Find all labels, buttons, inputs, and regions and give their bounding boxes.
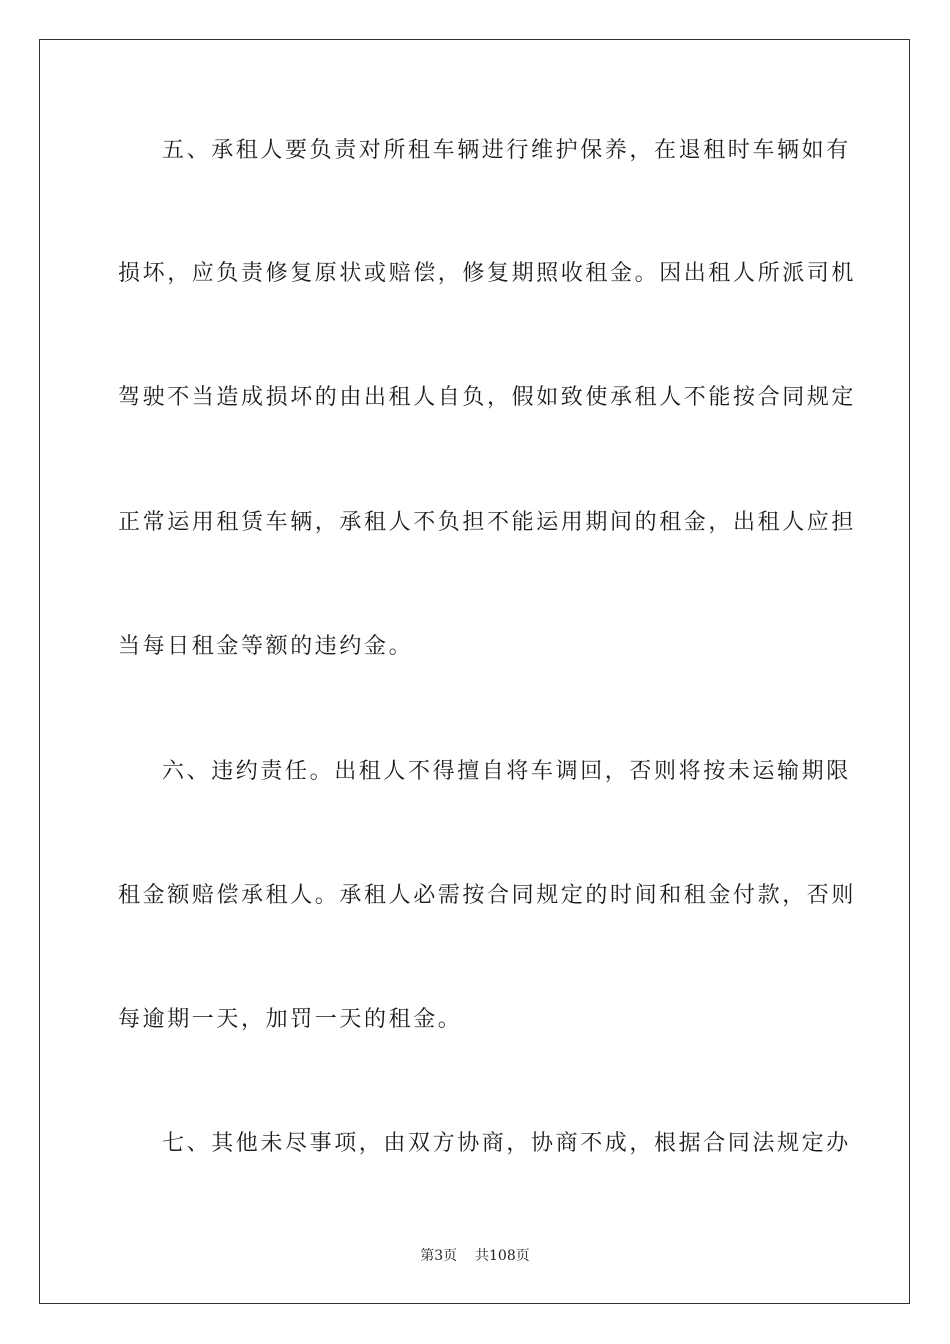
paragraph-6-line-2: 租金额赔偿承租人。承租人必需按合同规定的时间和租金付款，否则 [118,883,857,908]
paragraph-5-line-1: 五、承租人要负责对所租车辆进行维护保养，在退租时车辆如有 [162,138,851,163]
page-border [39,39,910,1304]
total-pages: 共108页 [475,1248,530,1264]
paragraph-6-line-3: 每逾期一天，加罚一天的租金。 [118,1007,463,1032]
paragraph-7-line-1: 七、其他未尽事项，由双方协商，协商不成，根据合同法规定办 [162,1131,851,1156]
paragraph-5-line-5: 当每日租金等额的违约金。 [118,634,414,659]
paragraph-5-line-2: 损坏，应负责修复原状或赔偿，修复期照收租金。因出租人所派司机 [118,261,857,286]
paragraph-6-line-1: 六、违约责任。出租人不得擅自将车调回，否则将按未运输期限 [162,759,851,784]
paragraph-5-line-3: 驾驶不当造成损坏的由出租人自负，假如致使承租人不能按合同规定 [118,385,857,410]
paragraph-5-line-4: 正常运用租赁车辆，承租人不负担不能运用期间的租金，出租人应担 [118,510,857,535]
page-number: 第3页 [420,1248,458,1264]
page-footer [0,1247,950,1265]
